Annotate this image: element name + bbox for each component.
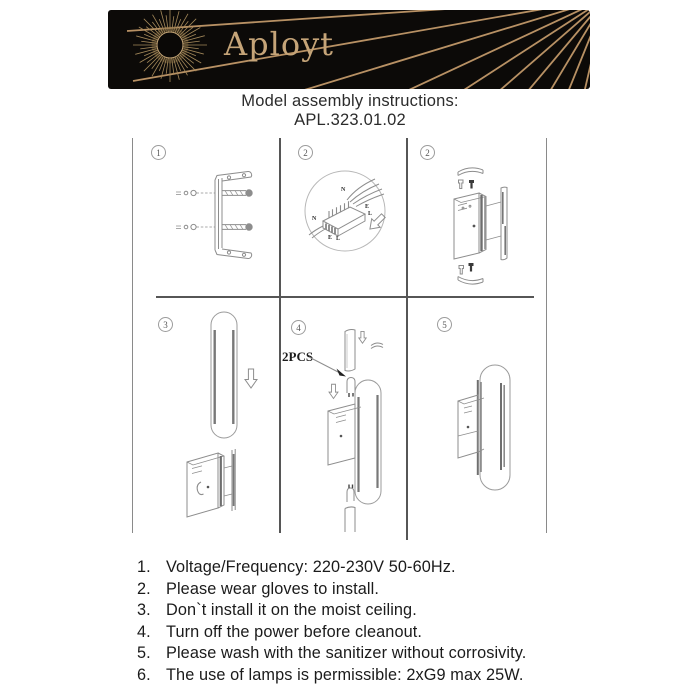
- step-number-2b: 2: [420, 145, 435, 160]
- down-arrow-icon: [245, 369, 257, 388]
- item-text: The use of lamps is permissible: 2xG9 max 25W.: [166, 665, 524, 684]
- wire-label-e-bottom: E: [328, 235, 333, 241]
- brand-banner: [108, 10, 590, 89]
- step-number-1: 1: [151, 145, 166, 160]
- item-text: Turn off the power before cleanout.: [166, 622, 423, 641]
- step-number-2: 2: [298, 145, 313, 160]
- item-text: Please wash with the sanitizer without corrosivity.: [166, 644, 527, 662]
- step-number-4: 4: [291, 320, 306, 335]
- instruction-item: [137, 622, 597, 644]
- item-number: 2.: [137, 579, 151, 598]
- panel-6-assembled-illustration: [406, 296, 534, 540]
- item-number: 4.: [137, 622, 151, 641]
- grid-border-left: [132, 138, 133, 533]
- instruction-item: [137, 579, 597, 601]
- step-number-5: 5: [437, 317, 452, 332]
- down-arrow-icon: [359, 331, 366, 343]
- instruction-item: [137, 643, 597, 665]
- title-block: [0, 92, 700, 130]
- brand-name: Aployt: [224, 25, 335, 63]
- panel-3-body-exploded-illustration: [406, 138, 534, 296]
- wire-label-l-bottom: L: [336, 236, 341, 242]
- panel-2-wiring-illustration: [279, 138, 406, 296]
- page-title: Model assembly instructions:: [241, 92, 459, 110]
- wire-label-l-right: L: [368, 211, 373, 217]
- quantity-label: 2PCS: [282, 349, 314, 364]
- item-text: Please wear gloves to install.: [166, 579, 379, 598]
- grid-border-right: [546, 138, 547, 533]
- model-number: APL.323.01.02: [294, 111, 406, 129]
- step-number-3: 3: [158, 317, 173, 332]
- panel-1-bracket-illustration: [156, 138, 279, 296]
- wire-label-e-right: E: [365, 204, 370, 210]
- instruction-item: [137, 557, 597, 579]
- item-text: Voltage/Frequency: 220-230V 50-60Hz.: [166, 558, 456, 576]
- wire-label-n-top: N: [341, 187, 346, 193]
- sunburst-logo-icon: [108, 10, 590, 89]
- item-number: 1.: [137, 558, 151, 576]
- down-arrow-icon: [329, 384, 338, 398]
- item-number: 6.: [137, 665, 151, 684]
- item-number: 3.: [137, 601, 151, 619]
- instruction-item: [137, 600, 597, 622]
- item-number: 5.: [137, 644, 151, 662]
- item-text: Don`t install it on the moist ceiling.: [166, 601, 417, 619]
- panel-5-lamp-install-illustration: [279, 296, 406, 540]
- wire-label-n-left: N: [312, 216, 317, 222]
- instruction-item: [137, 665, 597, 687]
- instruction-list: [137, 557, 597, 686]
- panel-4-ring-install-illustration: [156, 296, 279, 532]
